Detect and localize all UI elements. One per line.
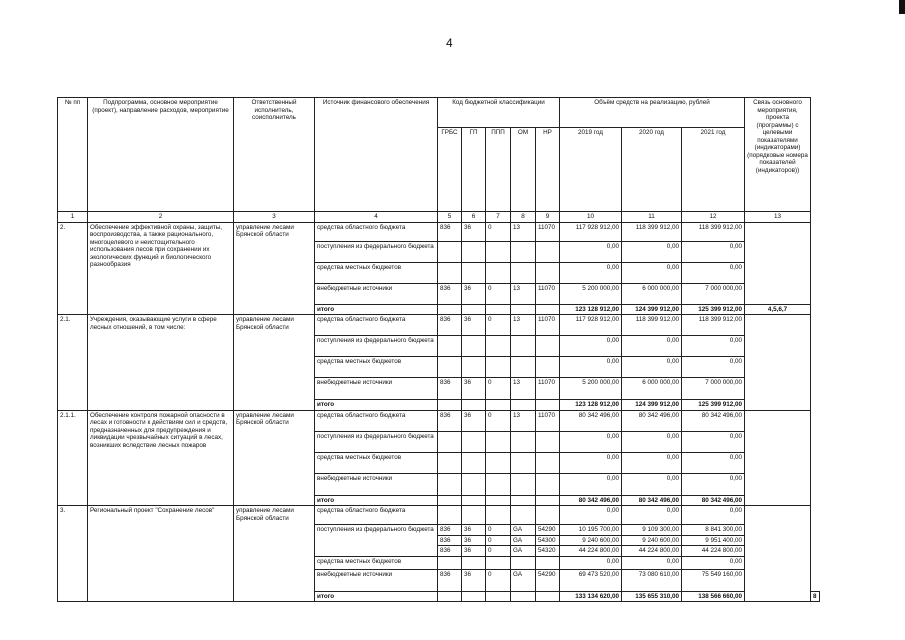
amount-2021: 75 549 160,00 bbox=[682, 569, 745, 591]
funding-source: средства местных бюджетов bbox=[315, 556, 438, 569]
funding-source: средства местных бюджетов bbox=[315, 452, 438, 473]
code-nr bbox=[536, 506, 560, 525]
total-2019: 123 128 912,00 bbox=[560, 304, 622, 315]
code-nr: 11070 bbox=[536, 283, 560, 304]
table-row bbox=[58, 506, 820, 525]
code-gp: 36 bbox=[462, 315, 486, 336]
budget-table bbox=[57, 97, 820, 602]
header-code-nr: НР bbox=[536, 128, 560, 212]
code-grbs: 836 bbox=[438, 535, 462, 546]
code-gp bbox=[462, 357, 486, 378]
code-gp bbox=[462, 241, 486, 262]
code-ppp bbox=[486, 241, 511, 262]
code-gp: 36 bbox=[462, 569, 486, 591]
column-number: 2 bbox=[88, 212, 234, 223]
funding-source: внебюджетные источники bbox=[315, 473, 438, 495]
code-om: 13 bbox=[511, 315, 536, 336]
code-ppp bbox=[486, 452, 511, 473]
code-ppp bbox=[486, 506, 511, 525]
table-row bbox=[58, 410, 820, 431]
code-grbs bbox=[438, 473, 462, 495]
code-om bbox=[511, 262, 536, 283]
page-number: 4 bbox=[446, 36, 453, 50]
code-grbs: 836 bbox=[438, 378, 462, 400]
code-grbs: 836 bbox=[438, 569, 462, 591]
funding-source: внебюджетные источники bbox=[315, 378, 438, 400]
code-om bbox=[511, 506, 536, 525]
total-2021: 138 566 660,00 bbox=[682, 591, 745, 602]
code-gp bbox=[462, 473, 486, 495]
code-om: GA bbox=[511, 535, 536, 546]
code-om bbox=[511, 431, 536, 452]
code-nr: 54290 bbox=[536, 569, 560, 591]
code-nr: 11070 bbox=[536, 410, 560, 431]
code-nr: 11070 bbox=[536, 315, 560, 336]
total-2020: 124 399 912,00 bbox=[622, 304, 682, 315]
total-label: итого bbox=[315, 495, 438, 506]
code-nr bbox=[536, 452, 560, 473]
amount-2020: 0,00 bbox=[622, 262, 682, 283]
funding-source: средства областного бюджета bbox=[315, 506, 438, 525]
funding-source: внебюджетные источники bbox=[315, 569, 438, 591]
code-om bbox=[511, 452, 536, 473]
code-om: GA bbox=[511, 525, 536, 536]
code-nr: 54290 bbox=[536, 525, 560, 536]
funding-source: средства местных бюджетов bbox=[315, 262, 438, 283]
amount-2020: 0,00 bbox=[622, 506, 682, 525]
row-number: 2.1.1. bbox=[58, 410, 88, 506]
amount-2020: 73 080 610,00 bbox=[622, 569, 682, 591]
code-nr bbox=[536, 262, 560, 283]
code-gp bbox=[462, 452, 486, 473]
amount-2021: 0,00 bbox=[682, 262, 745, 283]
header-code-ppp: ППП bbox=[486, 128, 511, 212]
amount-2020: 0,00 bbox=[622, 556, 682, 569]
code-grbs bbox=[438, 241, 462, 262]
code-ppp bbox=[486, 357, 511, 378]
code-grbs: 836 bbox=[438, 222, 462, 241]
header-budget-code: Код бюджетной классификации bbox=[438, 98, 560, 128]
amount-2021: 80 342 496,00 bbox=[682, 410, 745, 431]
amount-2021: 0,00 bbox=[682, 336, 745, 357]
amount-2021: 0,00 bbox=[682, 431, 745, 452]
code-ppp: 0 bbox=[486, 546, 511, 557]
amount-2021: 8 841 300,00 bbox=[682, 525, 745, 536]
code-ppp bbox=[486, 336, 511, 357]
code-nr: 11070 bbox=[536, 222, 560, 241]
amount-2019: 44 224 800,00 bbox=[560, 546, 622, 557]
amount-2019: 5 200 000,00 bbox=[560, 378, 622, 400]
amount-2021: 9 951 400,00 bbox=[682, 535, 745, 546]
code-om: 13 bbox=[511, 378, 536, 400]
amount-2021: 7 000 000,00 bbox=[682, 283, 745, 304]
code-om bbox=[511, 473, 536, 495]
code-grbs: 836 bbox=[438, 315, 462, 336]
amount-2020: 9 109 300,00 bbox=[622, 525, 682, 536]
executor: управление лесами Брянской области bbox=[234, 222, 315, 315]
indicator-link: 4,5,6,7 bbox=[745, 304, 811, 315]
code-grbs bbox=[438, 506, 462, 525]
amount-2020: 118 399 912,00 bbox=[622, 222, 682, 241]
code-ppp: 0 bbox=[486, 525, 511, 536]
code-grbs: 836 bbox=[438, 546, 462, 557]
code-gp: 36 bbox=[462, 535, 486, 546]
amount-2020: 0,00 bbox=[622, 431, 682, 452]
header-source: Источник финансового обеспечения bbox=[315, 98, 438, 212]
code-om bbox=[511, 357, 536, 378]
code-gp: 36 bbox=[462, 410, 486, 431]
code-gp bbox=[462, 556, 486, 569]
executor: управление лесами Брянской области bbox=[234, 410, 315, 506]
amount-2019: 69 473 520,00 bbox=[560, 569, 622, 591]
funding-source: поступления из федерального бюджета bbox=[315, 431, 438, 452]
column-number: 5 bbox=[438, 212, 462, 223]
amount-2019: 0,00 bbox=[560, 336, 622, 357]
code-grbs bbox=[438, 262, 462, 283]
row-number: 2. bbox=[58, 222, 88, 315]
code-om bbox=[511, 556, 536, 569]
amount-2020: 0,00 bbox=[622, 357, 682, 378]
code-nr: 11070 bbox=[536, 378, 560, 400]
amount-2019: 0,00 bbox=[560, 241, 622, 262]
code-gp: 36 bbox=[462, 378, 486, 400]
code-ppp bbox=[486, 473, 511, 495]
code-ppp: 0 bbox=[486, 569, 511, 591]
code-grbs bbox=[438, 452, 462, 473]
code-nr bbox=[536, 241, 560, 262]
code-gp: 36 bbox=[462, 546, 486, 557]
total-2019: 133 134 620,00 bbox=[560, 591, 622, 602]
total-2020: 124 399 912,00 bbox=[622, 400, 682, 411]
code-grbs bbox=[438, 431, 462, 452]
code-nr bbox=[536, 431, 560, 452]
code-om bbox=[511, 241, 536, 262]
total-2020: 80 342 496,00 bbox=[622, 495, 682, 506]
amount-2019: 0,00 bbox=[560, 473, 622, 495]
code-gp bbox=[462, 506, 486, 525]
total-2019: 80 342 496,00 bbox=[560, 495, 622, 506]
indicator-link bbox=[745, 222, 811, 304]
total-label: итого bbox=[315, 591, 438, 602]
header-year-2021: 2021 год bbox=[682, 128, 745, 212]
total-2020: 135 655 310,00 bbox=[622, 591, 682, 602]
total-label: итого bbox=[315, 304, 438, 315]
funding-source: внебюджетные источники bbox=[315, 283, 438, 304]
code-grbs: 836 bbox=[438, 410, 462, 431]
header-volume: Объём средств на реализацию, рублей bbox=[560, 98, 745, 128]
column-number: 12 bbox=[682, 212, 745, 223]
total-2019: 123 128 912,00 bbox=[560, 400, 622, 411]
amount-2020: 0,00 bbox=[622, 452, 682, 473]
amount-2021: 118 399 912,00 bbox=[682, 315, 745, 336]
header-executor: Ответственный исполнитель, соисполнитель bbox=[234, 98, 315, 212]
amount-2021: 0,00 bbox=[682, 473, 745, 495]
table-row bbox=[58, 315, 820, 336]
amount-2021: 44 224 800,00 bbox=[682, 546, 745, 557]
funding-source: средства областного бюджета bbox=[315, 315, 438, 336]
amount-2019: 0,00 bbox=[560, 262, 622, 283]
funding-source: поступления из федерального бюджета bbox=[315, 241, 438, 262]
column-number: 10 bbox=[560, 212, 622, 223]
funding-source: средства областного бюджета bbox=[315, 222, 438, 241]
amount-2019: 117 928 912,00 bbox=[560, 222, 622, 241]
column-number: 4 bbox=[315, 212, 438, 223]
total-label: итого bbox=[315, 400, 438, 411]
code-ppp bbox=[486, 262, 511, 283]
amount-2019: 0,00 bbox=[560, 357, 622, 378]
column-number: 7 bbox=[486, 212, 511, 223]
amount-2019: 80 342 496,00 bbox=[560, 410, 622, 431]
indicator-link: 8 bbox=[811, 591, 820, 602]
code-ppp bbox=[486, 431, 511, 452]
amount-2021: 0,00 bbox=[682, 241, 745, 262]
total-2021: 125 399 912,00 bbox=[682, 400, 745, 411]
amount-2020: 9 240 600,00 bbox=[622, 535, 682, 546]
code-gp: 36 bbox=[462, 525, 486, 536]
edge-mark bbox=[899, 0, 905, 14]
indicator-link bbox=[745, 315, 811, 411]
amount-2021: 0,00 bbox=[682, 506, 745, 525]
column-number: 9 bbox=[536, 212, 560, 223]
code-grbs: 836 bbox=[438, 525, 462, 536]
amount-2020: 6 000 000,00 bbox=[622, 283, 682, 304]
code-nr bbox=[536, 473, 560, 495]
column-number: 3 bbox=[234, 212, 315, 223]
amount-2020: 6 000 000,00 bbox=[622, 378, 682, 400]
code-om: 13 bbox=[511, 222, 536, 241]
code-ppp: 0 bbox=[486, 378, 511, 400]
amount-2019: 0,00 bbox=[560, 431, 622, 452]
amount-2019: 0,00 bbox=[560, 506, 622, 525]
amount-2020: 118 399 912,00 bbox=[622, 315, 682, 336]
column-number: 6 bbox=[462, 212, 486, 223]
header-program: Подпрограмма, основное мероприятие (проект), направление расходов, мероприятие bbox=[88, 98, 234, 212]
amount-2021: 0,00 bbox=[682, 452, 745, 473]
measure-name: Обеспечение контроля пожарной опасности в лесах и готовности к действиям сил и средств, предназначенных для предупреждения и ликвидации чрезвычайных ситуаций в лесах, возникших вследствие лесных пожаров bbox=[88, 410, 234, 506]
code-grbs bbox=[438, 556, 462, 569]
amount-2020: 80 342 496,00 bbox=[622, 410, 682, 431]
amount-2021: 0,00 bbox=[682, 556, 745, 569]
code-ppp: 0 bbox=[486, 315, 511, 336]
code-om: 13 bbox=[511, 283, 536, 304]
table-row bbox=[58, 222, 820, 241]
header-year-2019: 2019 год bbox=[560, 128, 622, 212]
code-nr: 54320 bbox=[536, 546, 560, 557]
indicator-link bbox=[745, 410, 811, 506]
code-gp bbox=[462, 336, 486, 357]
total-2021: 125 399 912,00 bbox=[682, 304, 745, 315]
header-link: Связь основного мероприятия, проекта (программы) с целевыми показателями (индикаторами) (порядковые номера показателей (индикаторов)) bbox=[745, 98, 811, 212]
code-ppp: 0 bbox=[486, 222, 511, 241]
code-gp bbox=[462, 262, 486, 283]
header-num: № пп bbox=[58, 98, 88, 212]
code-nr: 54300 bbox=[536, 535, 560, 546]
executor: управление лесами Брянской области bbox=[234, 506, 315, 602]
code-ppp: 0 bbox=[486, 283, 511, 304]
amount-2020: 44 224 800,00 bbox=[622, 546, 682, 557]
code-om bbox=[511, 336, 536, 357]
amount-2020: 0,00 bbox=[622, 241, 682, 262]
amount-2020: 0,00 bbox=[622, 473, 682, 495]
code-grbs: 836 bbox=[438, 283, 462, 304]
funding-source: поступления из федерального бюджета bbox=[315, 525, 438, 557]
header-code-gp: ГП bbox=[462, 128, 486, 212]
total-2021: 80 342 496,00 bbox=[682, 495, 745, 506]
funding-source: средства местных бюджетов bbox=[315, 357, 438, 378]
amount-2019: 5 200 000,00 bbox=[560, 283, 622, 304]
code-gp bbox=[462, 431, 486, 452]
code-nr bbox=[536, 357, 560, 378]
code-nr bbox=[536, 556, 560, 569]
amount-2021: 7 000 000,00 bbox=[682, 378, 745, 400]
amount-2020: 0,00 bbox=[622, 336, 682, 357]
column-number: 13 bbox=[745, 212, 811, 223]
funding-source: средства областного бюджета bbox=[315, 410, 438, 431]
header-code-grbs: ГРБС bbox=[438, 128, 462, 212]
column-number: 8 bbox=[511, 212, 536, 223]
code-gp: 36 bbox=[462, 222, 486, 241]
header-code-om: ОМ bbox=[511, 128, 536, 212]
amount-2019: 0,00 bbox=[560, 556, 622, 569]
code-ppp: 0 bbox=[486, 535, 511, 546]
column-number: 11 bbox=[622, 212, 682, 223]
code-grbs bbox=[438, 336, 462, 357]
amount-2019: 10 195 700,00 bbox=[560, 525, 622, 536]
row-number: 3. bbox=[58, 506, 88, 602]
code-grbs bbox=[438, 357, 462, 378]
column-number: 1 bbox=[58, 212, 88, 223]
executor: управление лесами Брянской области bbox=[234, 315, 315, 411]
code-om: 13 bbox=[511, 410, 536, 431]
measure-name: Региональный проект "Сохранение лесов" bbox=[88, 506, 234, 602]
row-number: 2.1. bbox=[58, 315, 88, 411]
amount-2019: 117 928 912,00 bbox=[560, 315, 622, 336]
code-om: GA bbox=[511, 546, 536, 557]
amount-2019: 9 240 600,00 bbox=[560, 535, 622, 546]
code-om: GA bbox=[511, 569, 536, 591]
amount-2021: 0,00 bbox=[682, 357, 745, 378]
code-ppp: 0 bbox=[486, 410, 511, 431]
measure-name: Учреждения, оказывающие услуги в сфере лесных отношений, в том числе: bbox=[88, 315, 234, 411]
header-year-2020: 2020 год bbox=[622, 128, 682, 212]
funding-source: поступления из федерального бюджета bbox=[315, 336, 438, 357]
amount-2021: 118 399 912,00 bbox=[682, 222, 745, 241]
indicator-link bbox=[745, 506, 811, 602]
code-gp: 36 bbox=[462, 283, 486, 304]
code-nr bbox=[536, 336, 560, 357]
amount-2019: 0,00 bbox=[560, 452, 622, 473]
measure-name: Обеспечение эффективной охраны, защиты, воспроизводства, а также рационального, многоцелевого и неистощительного использования лесов при сохранении их экологических функций и биологического разнообразия bbox=[88, 222, 234, 315]
code-ppp bbox=[486, 556, 511, 569]
